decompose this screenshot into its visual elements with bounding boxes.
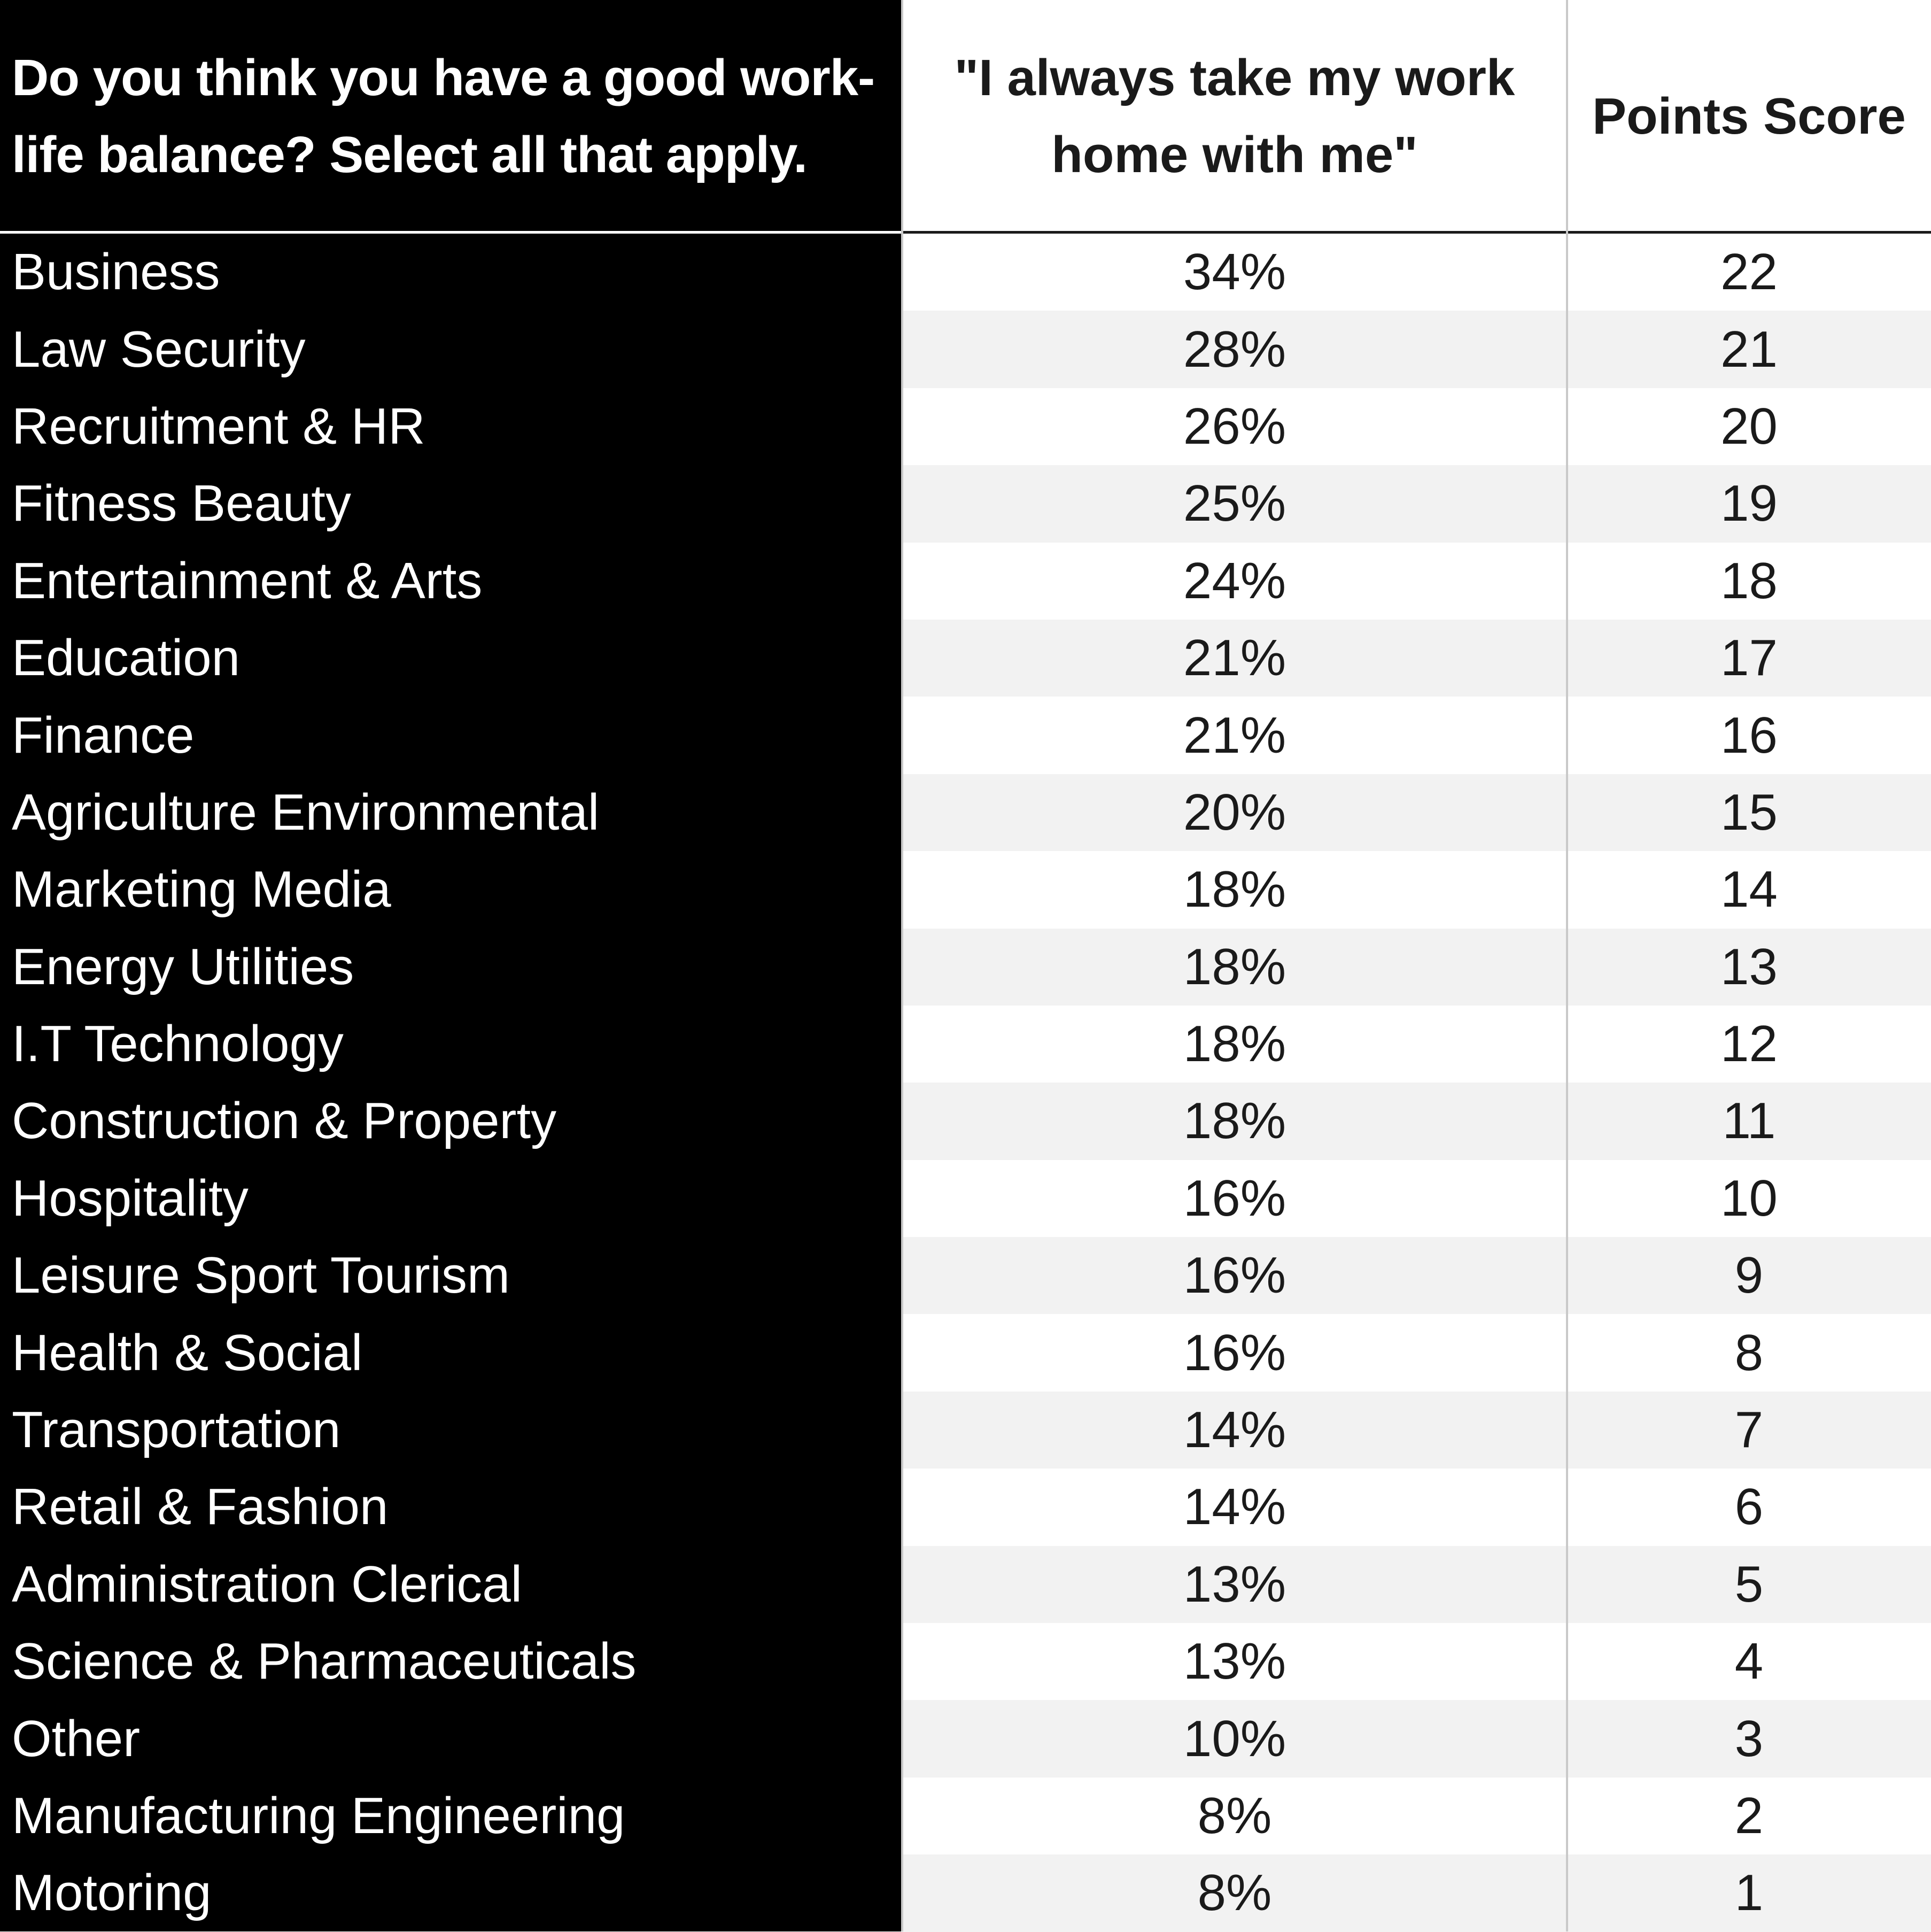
category-cell: Health & Social (12, 1324, 363, 1381)
table-row (0, 1392, 1931, 1469)
score-cell: 20 (1720, 397, 1778, 455)
score-cell: 2 (1734, 1787, 1764, 1844)
category-cell: I.T Technology (12, 1015, 344, 1073)
category-cell: Retail & Fashion (12, 1478, 389, 1536)
table-row (0, 388, 1931, 465)
percent-cell: 16% (1183, 1169, 1286, 1227)
percent-cell: 20% (1183, 783, 1286, 841)
percent-cell: 24% (1183, 552, 1286, 609)
percent-cell: 8% (1197, 1864, 1272, 1922)
score-cell: 22 (1720, 243, 1778, 301)
percent-cell: 21% (1183, 629, 1286, 687)
table-row (0, 1469, 1931, 1545)
table-row (0, 851, 1931, 928)
score-cell: 14 (1720, 861, 1778, 918)
table-row (0, 1546, 1931, 1623)
percent-cell: 18% (1183, 1092, 1286, 1150)
table-row (0, 1314, 1931, 1391)
table-row (0, 543, 1931, 620)
table-row (0, 620, 1931, 697)
category-cell: Agriculture Environmental (12, 783, 600, 841)
table-row (0, 465, 1931, 542)
table-row (0, 774, 1931, 851)
table-row (0, 929, 1931, 1006)
score-cell: 13 (1720, 938, 1778, 995)
header-question: Do you think you have a good work-life balance? Select all that apply. (12, 49, 875, 183)
table-row (0, 311, 1931, 388)
score-cell: 10 (1720, 1169, 1778, 1227)
header-divider-left (0, 231, 902, 234)
table-header (0, 0, 1931, 233)
category-cell: Fitness Beauty (12, 475, 351, 532)
score-cell: 4 (1734, 1633, 1764, 1690)
score-cell: 16 (1720, 706, 1778, 764)
table-row (0, 1083, 1931, 1160)
score-cell: 1 (1734, 1864, 1764, 1922)
category-cell: Science & Pharmaceuticals (12, 1633, 637, 1690)
category-cell: Motoring (12, 1864, 212, 1922)
category-cell: Finance (12, 706, 195, 764)
percent-cell: 13% (1183, 1633, 1286, 1690)
category-cell: Recruitment & HR (12, 397, 425, 455)
category-cell: Other (12, 1710, 141, 1767)
category-cell: Business (12, 243, 220, 301)
score-cell: 3 (1734, 1710, 1764, 1767)
category-cell: Entertainment & Arts (12, 552, 483, 609)
score-cell: 12 (1720, 1015, 1778, 1073)
category-cell: Construction & Property (12, 1092, 557, 1150)
table-row (0, 1854, 1931, 1931)
category-cell: Law Security (12, 320, 306, 378)
percent-cell: 18% (1183, 1015, 1286, 1073)
category-cell: Marketing Media (12, 861, 391, 918)
score-cell: 7 (1734, 1401, 1764, 1459)
percent-cell: 13% (1183, 1555, 1286, 1613)
table-row (0, 1237, 1931, 1314)
percent-cell: 25% (1183, 475, 1286, 532)
percent-cell: 21% (1183, 706, 1286, 764)
score-cell: 8 (1734, 1324, 1764, 1381)
table-row (0, 1623, 1931, 1700)
score-cell: 9 (1734, 1247, 1764, 1304)
score-cell: 11 (1722, 1092, 1776, 1150)
column-divider-1 (901, 0, 903, 1931)
table-row (0, 1160, 1931, 1237)
category-cell: Energy Utilities (12, 938, 354, 995)
score-cell: 5 (1734, 1555, 1764, 1613)
table-row (0, 1778, 1931, 1854)
percent-cell: 26% (1183, 397, 1286, 455)
percent-cell: 18% (1183, 938, 1286, 995)
score-cell: 17 (1720, 629, 1778, 687)
score-cell: 15 (1720, 783, 1778, 841)
table-body (0, 234, 1931, 1932)
table-row (0, 697, 1931, 774)
table-row (0, 1700, 1931, 1777)
percent-cell: 16% (1183, 1247, 1286, 1304)
percent-cell: 8% (1197, 1787, 1272, 1844)
score-cell: 18 (1720, 552, 1778, 609)
score-cell: 21 (1720, 320, 1778, 378)
category-cell: Leisure Sport Tourism (12, 1247, 510, 1304)
percent-cell: 14% (1183, 1401, 1286, 1459)
header-take-work-home: "I always take my work home with me" (954, 49, 1515, 183)
percent-cell: 10% (1183, 1710, 1286, 1767)
category-cell: Transportation (12, 1401, 341, 1459)
header-points-score: Points Score (1592, 87, 1906, 145)
percent-cell: 28% (1183, 320, 1286, 378)
table-row (0, 234, 1931, 311)
table-row (0, 1006, 1931, 1083)
percent-cell: 18% (1183, 861, 1286, 918)
column-divider-2 (1566, 0, 1568, 1931)
category-cell: Administration Clerical (12, 1555, 522, 1613)
percent-cell: 34% (1183, 243, 1286, 301)
score-cell: 19 (1720, 475, 1778, 532)
category-cell: Education (12, 629, 240, 687)
category-cell: Manufacturing Engineering (12, 1787, 625, 1844)
percent-cell: 16% (1183, 1324, 1286, 1381)
percent-cell: 14% (1183, 1478, 1286, 1536)
category-cell: Hospitality (12, 1169, 249, 1227)
score-cell: 6 (1734, 1478, 1764, 1536)
